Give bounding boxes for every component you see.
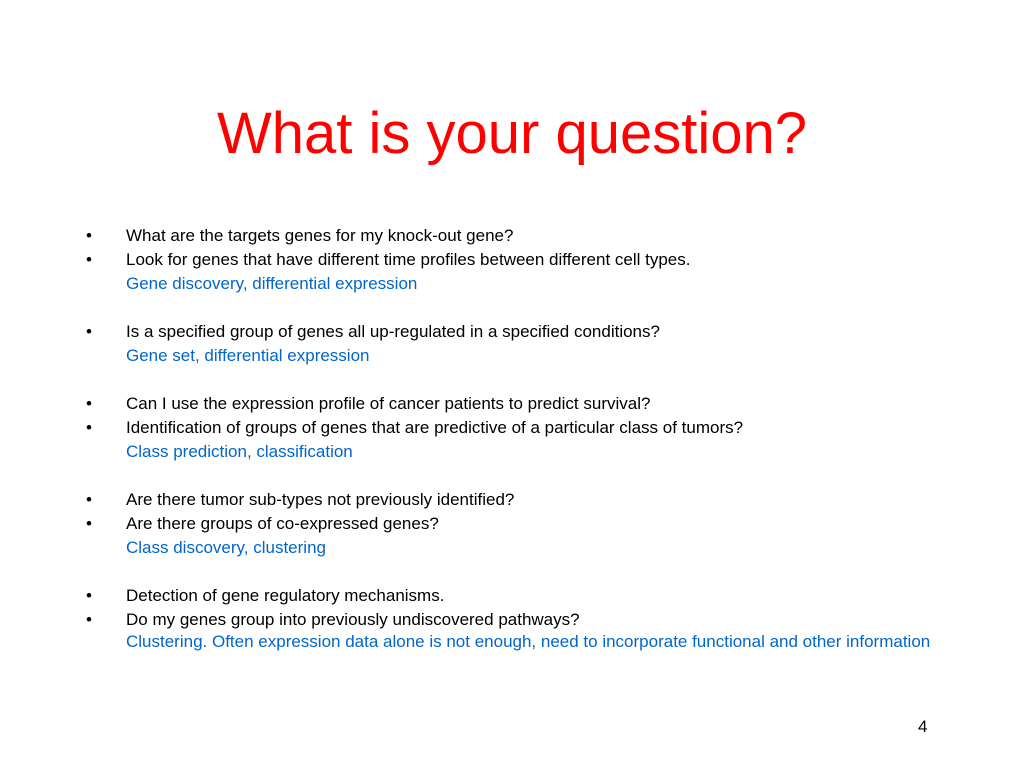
page-number: 4	[918, 717, 928, 736]
bullet-dot: •	[86, 418, 92, 437]
bullet-item	[84, 224, 944, 248]
answer-note: Class prediction, classification	[126, 442, 353, 461]
bullet-dot: •	[86, 394, 92, 413]
answer-note: Class discovery, clustering	[126, 538, 326, 557]
bullet-dot: •	[86, 610, 92, 629]
bullet-item	[84, 584, 944, 608]
bullet-text: What are the targets genes for my knock-out gene?	[126, 226, 514, 245]
bullet-item	[84, 392, 944, 416]
bullet-text: Do my genes group into previously undiscovered pathways?	[126, 610, 580, 629]
slide-content	[84, 224, 944, 652]
bullet-text: Detection of gene regulatory mechanisms.	[126, 586, 445, 605]
bullet-text: Look for genes that have different time profiles between different cell types.	[126, 250, 691, 269]
spacer	[84, 464, 944, 488]
bullet-text: Is a specified group of genes all up-regulated in a specified conditions?	[126, 322, 660, 341]
bullet-item	[84, 320, 944, 344]
bullet-item	[84, 416, 944, 440]
bullet-item	[84, 488, 944, 512]
bullet-dot: •	[86, 514, 92, 533]
bullet-text: Are there tumor sub-types not previously identified?	[126, 490, 515, 509]
answer-note: Clustering. Often expression data alone is not enough, need to incorporate functional and other information	[126, 632, 931, 651]
spacer	[84, 368, 944, 392]
bullet-dot: •	[86, 250, 92, 269]
spacer	[84, 560, 944, 584]
answer-note: Gene set, differential expression	[126, 346, 370, 365]
spacer	[84, 296, 944, 320]
bullet-dot: •	[86, 322, 92, 341]
bullet-text: Can I use the expression profile of cancer patients to predict survival?	[126, 394, 651, 413]
answer-note: Gene discovery, differential expression	[126, 274, 418, 293]
bullet-text: Are there groups of co-expressed genes?	[126, 514, 439, 533]
bullet-text: Identification of groups of genes that are predictive of a particular class of tumors?	[126, 418, 744, 437]
bullet-item	[84, 248, 944, 272]
slide-title: What is your question?	[217, 101, 807, 166]
bullet-dot: •	[86, 226, 92, 245]
bullet-item	[84, 512, 944, 536]
bullet-dot: •	[86, 490, 92, 509]
bullet-dot: •	[86, 586, 92, 605]
bullet-item	[84, 608, 944, 632]
